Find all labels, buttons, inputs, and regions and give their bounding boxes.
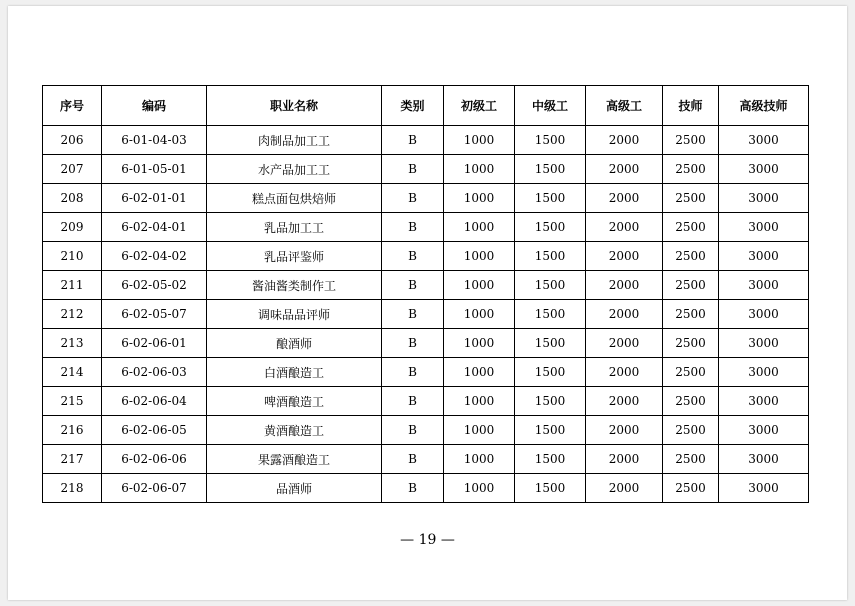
cell-junior: 1000: [444, 387, 515, 416]
table-row: [43, 387, 809, 416]
table-row: [43, 358, 809, 387]
header-senior-technician: 高级技师: [719, 86, 809, 126]
cell-junior: 1000: [444, 242, 515, 271]
cell-occupation-name: 水产品加工工: [207, 155, 382, 184]
cell-code: 6-02-06-01: [102, 329, 207, 358]
cell-intermediate: 1500: [515, 445, 586, 474]
cell-occupation-name: 黄酒酿造工: [207, 416, 382, 445]
cell-junior: 1000: [444, 300, 515, 329]
cell-code: 6-02-05-07: [102, 300, 207, 329]
cell-senior: 2000: [586, 271, 663, 300]
header-technician: 技师: [663, 86, 719, 126]
cell-technician: 2500: [663, 271, 719, 300]
cell-serial: 217: [43, 445, 102, 474]
header-code: 编码: [102, 86, 207, 126]
cell-occupation-name: 啤酒酿造工: [207, 387, 382, 416]
cell-senior: 2000: [586, 300, 663, 329]
cell-intermediate: 1500: [515, 126, 586, 155]
page-number: — 19 —: [400, 532, 455, 548]
cell-code: 6-02-06-07: [102, 474, 207, 503]
cell-senior: 2000: [586, 184, 663, 213]
cell-technician: 2500: [663, 387, 719, 416]
cell-category: B: [382, 213, 444, 242]
cell-category: B: [382, 329, 444, 358]
cell-technician: 2500: [663, 126, 719, 155]
cell-serial: 212: [43, 300, 102, 329]
cell-serial: 210: [43, 242, 102, 271]
cell-senior-technician: 3000: [719, 213, 809, 242]
cell-category: B: [382, 387, 444, 416]
cell-junior: 1000: [444, 271, 515, 300]
cell-intermediate: 1500: [515, 329, 586, 358]
cell-senior-technician: 3000: [719, 242, 809, 271]
cell-senior-technician: 3000: [719, 387, 809, 416]
cell-category: B: [382, 300, 444, 329]
table-row: [43, 213, 809, 242]
occupation-subsidy-table: [42, 85, 809, 503]
cell-junior: 1000: [444, 126, 515, 155]
cell-category: B: [382, 155, 444, 184]
cell-occupation-name: 品酒师: [207, 474, 382, 503]
cell-intermediate: 1500: [515, 271, 586, 300]
table-row: [43, 242, 809, 271]
cell-occupation-name: 糕点面包烘焙师: [207, 184, 382, 213]
cell-junior: 1000: [444, 155, 515, 184]
cell-occupation-name: 酱油酱类制作工: [207, 271, 382, 300]
cell-senior-technician: 3000: [719, 184, 809, 213]
table-row: [43, 445, 809, 474]
cell-serial: 213: [43, 329, 102, 358]
cell-technician: 2500: [663, 445, 719, 474]
cell-intermediate: 1500: [515, 474, 586, 503]
table-row: [43, 271, 809, 300]
cell-senior: 2000: [586, 126, 663, 155]
cell-category: B: [382, 126, 444, 155]
table-body: [43, 126, 809, 503]
header-senior: 高级工: [586, 86, 663, 126]
header-junior: 初级工: [444, 86, 515, 126]
cell-code: 6-02-01-01: [102, 184, 207, 213]
cell-senior-technician: 3000: [719, 271, 809, 300]
table-row: [43, 329, 809, 358]
cell-code: 6-02-06-06: [102, 445, 207, 474]
cell-junior: 1000: [444, 416, 515, 445]
cell-intermediate: 1500: [515, 358, 586, 387]
cell-code: 6-02-04-01: [102, 213, 207, 242]
cell-serial: 216: [43, 416, 102, 445]
cell-code: 6-01-05-01: [102, 155, 207, 184]
cell-technician: 2500: [663, 358, 719, 387]
cell-junior: 1000: [444, 213, 515, 242]
cell-technician: 2500: [663, 329, 719, 358]
cell-technician: 2500: [663, 184, 719, 213]
cell-junior: 1000: [444, 474, 515, 503]
cell-junior: 1000: [444, 184, 515, 213]
cell-serial: 218: [43, 474, 102, 503]
cell-senior: 2000: [586, 445, 663, 474]
table-row: [43, 416, 809, 445]
cell-intermediate: 1500: [515, 213, 586, 242]
cell-intermediate: 1500: [515, 155, 586, 184]
table-row: [43, 126, 809, 155]
cell-category: B: [382, 416, 444, 445]
cell-serial: 208: [43, 184, 102, 213]
cell-serial: 211: [43, 271, 102, 300]
header-category: 类别: [382, 86, 444, 126]
cell-category: B: [382, 271, 444, 300]
cell-intermediate: 1500: [515, 184, 586, 213]
cell-intermediate: 1500: [515, 416, 586, 445]
document-page: [8, 6, 847, 600]
cell-code: 6-02-05-02: [102, 271, 207, 300]
cell-technician: 2500: [663, 416, 719, 445]
cell-serial: 209: [43, 213, 102, 242]
header-serial: 序号: [43, 86, 102, 126]
cell-senior: 2000: [586, 416, 663, 445]
cell-occupation-name: 酿酒师: [207, 329, 382, 358]
cell-serial: 214: [43, 358, 102, 387]
cell-category: B: [382, 445, 444, 474]
cell-senior: 2000: [586, 155, 663, 184]
cell-junior: 1000: [444, 329, 515, 358]
cell-senior-technician: 3000: [719, 474, 809, 503]
cell-code: 6-02-04-02: [102, 242, 207, 271]
cell-serial: 206: [43, 126, 102, 155]
table-row: [43, 155, 809, 184]
cell-senior-technician: 3000: [719, 329, 809, 358]
cell-code: 6-02-06-05: [102, 416, 207, 445]
cell-senior-technician: 3000: [719, 416, 809, 445]
cell-code: 6-02-06-03: [102, 358, 207, 387]
cell-serial: 215: [43, 387, 102, 416]
cell-category: B: [382, 184, 444, 213]
cell-junior: 1000: [444, 358, 515, 387]
cell-category: B: [382, 358, 444, 387]
cell-code: 6-01-04-03: [102, 126, 207, 155]
cell-technician: 2500: [663, 213, 719, 242]
cell-occupation-name: 果露酒酿造工: [207, 445, 382, 474]
cell-senior: 2000: [586, 213, 663, 242]
cell-senior: 2000: [586, 329, 663, 358]
cell-senior-technician: 3000: [719, 445, 809, 474]
cell-category: B: [382, 242, 444, 271]
cell-technician: 2500: [663, 155, 719, 184]
cell-occupation-name: 肉制品加工工: [207, 126, 382, 155]
table-row: [43, 184, 809, 213]
cell-senior-technician: 3000: [719, 126, 809, 155]
cell-technician: 2500: [663, 242, 719, 271]
cell-junior: 1000: [444, 445, 515, 474]
cell-senior: 2000: [586, 242, 663, 271]
cell-technician: 2500: [663, 300, 719, 329]
table-header-row: [43, 86, 809, 126]
table-row: [43, 474, 809, 503]
cell-intermediate: 1500: [515, 387, 586, 416]
cell-category: B: [382, 474, 444, 503]
cell-senior-technician: 3000: [719, 155, 809, 184]
cell-senior: 2000: [586, 387, 663, 416]
header-intermediate: 中级工: [515, 86, 586, 126]
cell-serial: 207: [43, 155, 102, 184]
header-occupation-name: 职业名称: [207, 86, 382, 126]
cell-senior: 2000: [586, 474, 663, 503]
cell-occupation-name: 乳品加工工: [207, 213, 382, 242]
cell-occupation-name: 白酒酿造工: [207, 358, 382, 387]
cell-senior-technician: 3000: [719, 300, 809, 329]
cell-senior: 2000: [586, 358, 663, 387]
cell-intermediate: 1500: [515, 242, 586, 271]
cell-senior-technician: 3000: [719, 358, 809, 387]
cell-intermediate: 1500: [515, 300, 586, 329]
cell-occupation-name: 调味品品评师: [207, 300, 382, 329]
table-row: [43, 300, 809, 329]
cell-occupation-name: 乳品评鉴师: [207, 242, 382, 271]
cell-code: 6-02-06-04: [102, 387, 207, 416]
cell-technician: 2500: [663, 474, 719, 503]
